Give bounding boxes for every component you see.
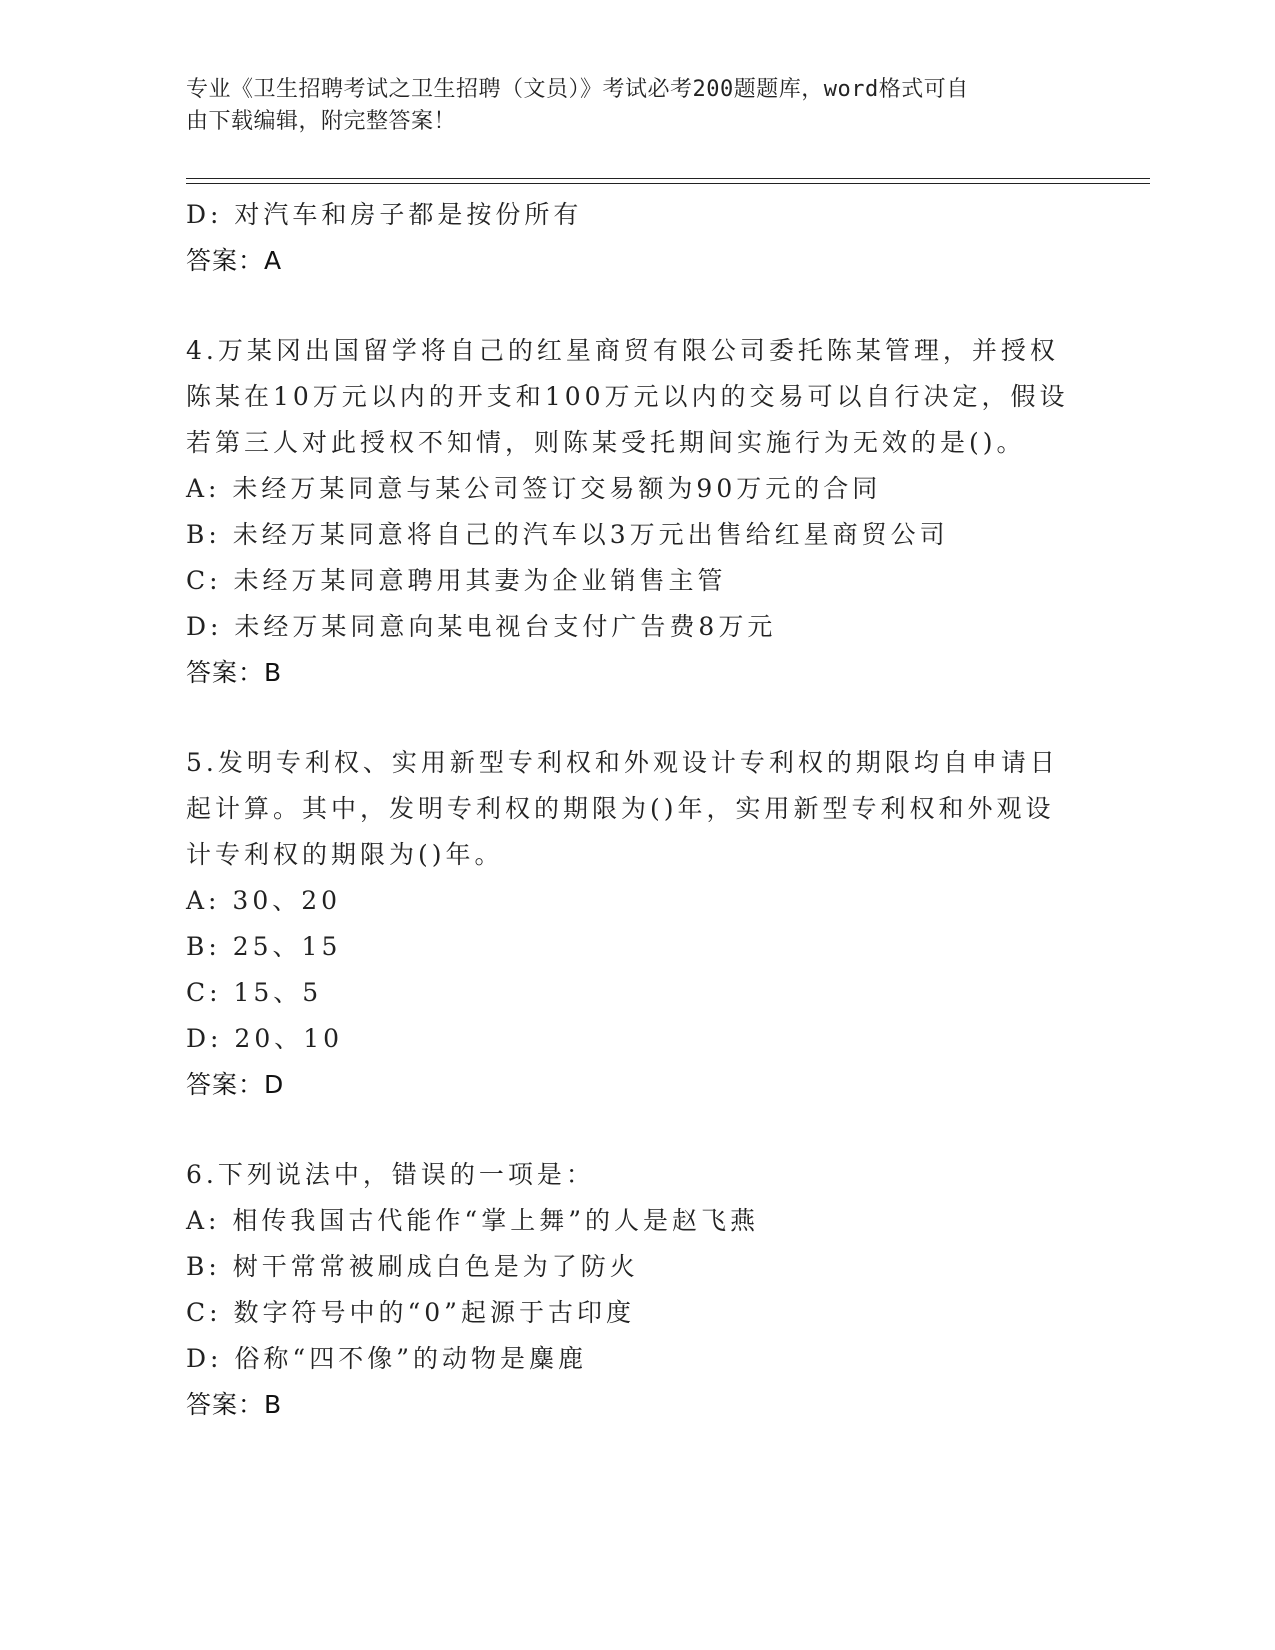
answer-line: 答案：A — [186, 246, 283, 275]
option-d: D: 未经万某同意向某电视台支付广告费8万元 — [186, 612, 777, 641]
option-d: D: 20、10 — [186, 1024, 344, 1053]
question-stem-line: 陈某在10万元以内的开支和100万元以内的交易可以自行决定，假设 — [186, 382, 1069, 411]
header-line-1: 专业《卫生招聘考试之卫生招聘（文员）》考试必考200题题库，word格式可自 — [186, 77, 969, 102]
answer-line: 答案：B — [186, 658, 283, 687]
question-6 — [186, 1152, 1086, 1428]
question-stem-line: 4.万某冈出国留学将自己的红星商贸有限公司委托陈某管理，并授权 — [186, 336, 1059, 365]
option-c: C: 数字符号中的“0”起源于古印度 — [186, 1298, 635, 1327]
question-4 — [186, 328, 1086, 696]
question-5 — [186, 740, 1086, 1108]
answer-line: 答案：D — [186, 1070, 285, 1099]
option-a: A: 30、20 — [186, 886, 342, 915]
option-a: A: 相传我国古代能作“掌上舞”的人是赵飞燕 — [186, 1206, 759, 1235]
question-stem-line: 若第三人对此授权不知情，则陈某受托期间实施行为无效的是()。 — [186, 428, 1026, 457]
option-a: A: 未经万某同意与某公司签订交易额为90万元的合同 — [186, 474, 882, 503]
header-divider — [186, 178, 1150, 184]
question-stem-line: 计专利权的期限为()年。 — [186, 840, 504, 869]
document-body — [186, 192, 1086, 1428]
question-stem-line: 6.下列说法中，错误的一项是： — [186, 1160, 595, 1189]
option-d: D: 对汽车和房子都是按份所有 — [186, 200, 583, 229]
page-header — [186, 74, 1066, 138]
answer-line: 答案：B — [186, 1390, 283, 1419]
option-b: B: 未经万某同意将自己的汽车以3万元出售给红星商贸公司 — [186, 520, 949, 549]
question-stem-line: 5.发明专利权、实用新型专利权和外观设计专利权的期限均自申请日 — [186, 748, 1059, 777]
option-c: C: 未经万某同意聘用其妻为企业销售主管 — [186, 566, 727, 595]
header-line-2: 由下载编辑，附完整答案！ — [186, 109, 457, 134]
option-b: B: 树干常常被刷成白色是为了防火 — [186, 1252, 639, 1281]
question-stem-line: 起计算。其中，发明专利权的期限为()年，实用新型专利权和外观设 — [186, 794, 1055, 823]
previous-question-tail — [186, 192, 1086, 284]
option-c: C: 15、5 — [186, 978, 323, 1007]
option-d: D: 俗称“四不像”的动物是麋鹿 — [186, 1344, 587, 1373]
option-b: B: 25、15 — [186, 932, 342, 961]
